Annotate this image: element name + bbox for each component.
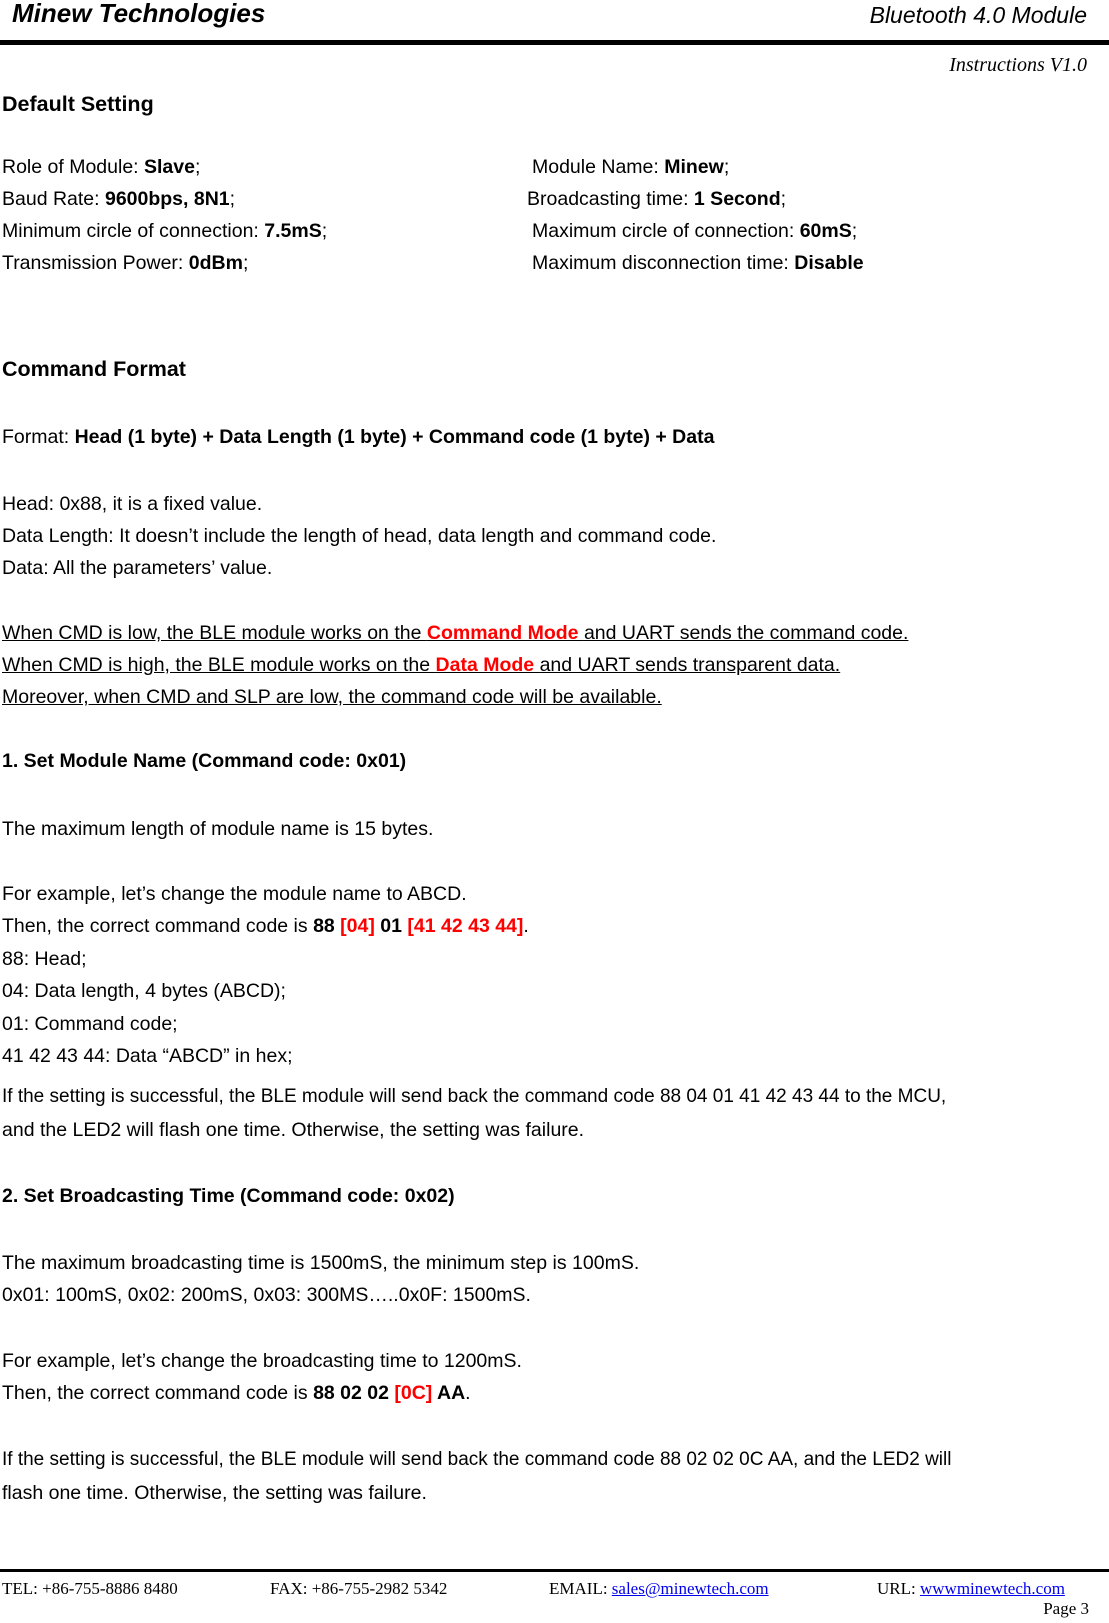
setting-max-connection: Maximum circle of connection: 60mS; [532, 220, 858, 242]
data-description: Data: All the parameters’ value. [2, 557, 273, 579]
setting-role: Role of Module: Slave; [2, 156, 201, 178]
section1-line-head: 88: Head; [2, 948, 87, 970]
section2-max-time: The maximum broadcasting time is 1500mS, the minimum step is 100mS. [2, 1252, 640, 1274]
section1-heading: 1. Set Module Name (Command code: 0x01) [2, 750, 407, 772]
section1-line-length: 04: Data length, 4 bytes (ABCD); [2, 980, 286, 1002]
cmd-high-note: When CMD is high, the BLE module works on the Data Mode and UART sends transparent data. [2, 654, 841, 676]
setting-min-connection: Minimum circle of connection: 7.5mS; [2, 220, 328, 242]
setting-module-name: Module Name: Minew; [532, 156, 730, 178]
cmd-low-note: When CMD is low, the BLE module works on the Command Mode and UART sends the command code. [2, 622, 909, 644]
section2-example: For example, let’s change the broadcasting time to 1200mS. [2, 1350, 522, 1372]
data-length-description: Data Length: It doesn’t include the length of head, data length and command code. [2, 525, 717, 547]
section2-success-1: If the setting is successful, the BLE module will send back the command code 88 02 02 0C AA, and the LED2 will [2, 1449, 952, 1470]
section1-command: Then, the correct command code is 88 [04] 01 [41 42 43 44]. [2, 915, 529, 937]
page-number: Page 3 [1043, 1599, 1089, 1618]
section1-success-2: and the LED2 will flash one time. Otherwise, the setting was failure. [2, 1119, 585, 1141]
command-format-heading: Command Format [2, 357, 186, 381]
footer-url: URL: wwwminewtech.com [877, 1579, 1065, 1598]
section2-steps: 0x01: 100mS, 0x02: 200mS, 0x03: 300MS…..0x0F: 1500mS. [2, 1284, 531, 1306]
setting-max-disconnection: Maximum disconnection time: Disable [532, 252, 864, 274]
section1-success-1: If the setting is successful, the BLE module will send back the command code 88 04 01 41 42 43 44 to the MCU, [2, 1086, 947, 1107]
section2-command: Then, the correct command code is 88 02 02 [0C] AA. [2, 1382, 471, 1404]
header-rule [0, 40, 1109, 45]
email-link[interactable]: sales@minewtech.com [611, 1579, 769, 1598]
section1-max-length: The maximum length of module name is 15 bytes. [2, 818, 434, 840]
section1-line-code: 01: Command code; [2, 1013, 178, 1035]
setting-transmission-power: Transmission Power: 0dBm; [2, 252, 249, 274]
document-version: Instructions V1.0 [949, 54, 1087, 76]
setting-broadcasting-time: Broadcasting time: 1 Second; [527, 188, 787, 210]
format-line: Format: Head (1 byte) + Data Length (1 byte) + Command code (1 byte) + Data [2, 426, 715, 448]
product-name: Bluetooth 4.0 Module [869, 2, 1087, 28]
head-description: Head: 0x88, it is a fixed value. [2, 493, 263, 515]
footer-email: EMAIL: sales@minewtech.com [549, 1579, 769, 1598]
section2-heading: 2. Set Broadcasting Time (Command code: 0x02) [2, 1185, 455, 1207]
default-setting-heading: Default Setting [2, 92, 154, 116]
footer-tel: TEL: +86-755-8886 8480 [2, 1579, 178, 1598]
section2-success-2: flash one time. Otherwise, the setting was failure. [2, 1482, 427, 1504]
url-link[interactable]: wwwminewtech.com [919, 1579, 1065, 1598]
section1-example: For example, let’s change the module name to ABCD. [2, 883, 467, 905]
setting-baud-rate: Baud Rate: 9600bps, 8N1; [2, 188, 236, 210]
company-name: Minew Technologies [12, 0, 266, 28]
footer-rule [0, 1569, 1109, 1572]
moreover-note: Moreover, when CMD and SLP are low, the command code will be available. [2, 686, 662, 708]
footer-fax: FAX: +86-755-2982 5342 [270, 1579, 448, 1598]
section1-line-data: 41 42 43 44: Data “ABCD” in hex; [2, 1045, 293, 1067]
